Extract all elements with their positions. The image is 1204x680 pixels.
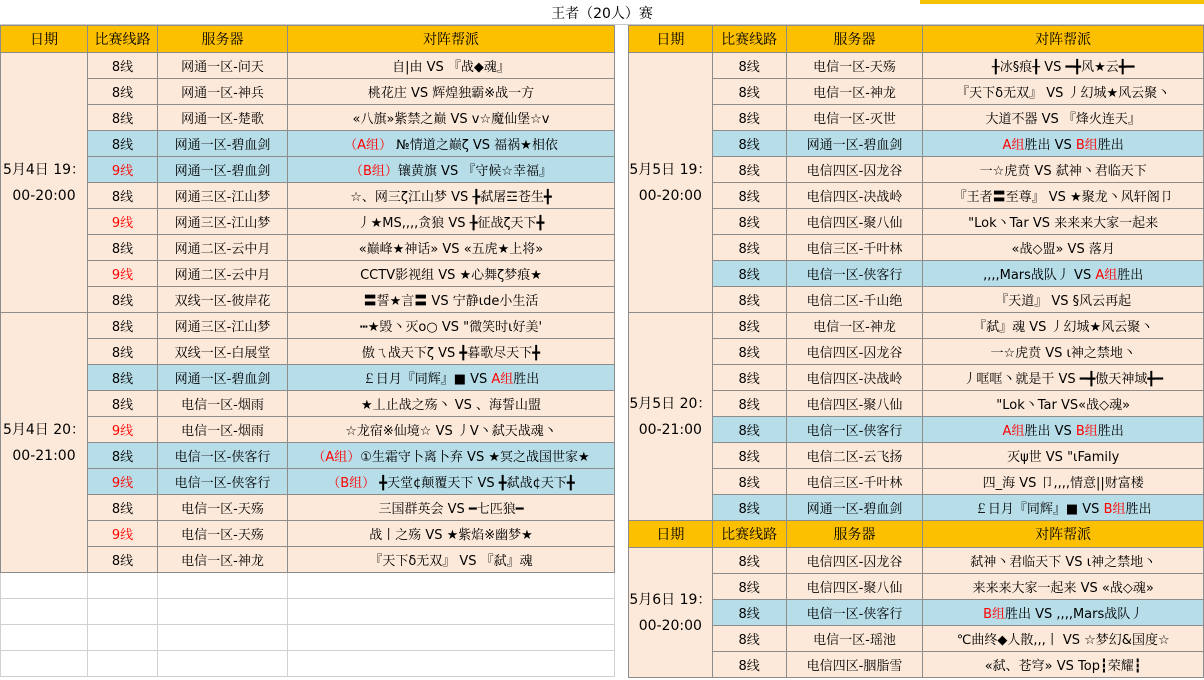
line-cell: 8线 (88, 287, 158, 313)
group-tag: A组 (1002, 138, 1025, 153)
match-text: 『天下δ无双』 VS 丿幻城★风云聚丶 (956, 86, 1171, 101)
match-cell (923, 287, 1204, 313)
empty-cell (1, 573, 88, 599)
table-row (1, 79, 615, 105)
table-row (1, 235, 615, 261)
header-cell: 日期 (629, 521, 713, 548)
match-cell (288, 469, 615, 495)
server-cell: 网通一区-问天 (158, 53, 288, 79)
empty-cell (158, 573, 288, 599)
group-tag: A组 (491, 372, 514, 387)
match-cell (923, 626, 1204, 652)
empty-cell (158, 625, 288, 651)
server-cell: 电信四区-聚八仙 (786, 574, 923, 600)
line-cell: 8线 (712, 339, 786, 365)
match-cell (288, 287, 615, 313)
server-cell: 电信一区-天殇 (158, 521, 288, 547)
group-tag: B组 (1075, 424, 1098, 439)
match-cell (288, 157, 615, 183)
match-text: 胜出 (1097, 424, 1124, 439)
table-row (629, 626, 1204, 652)
line-cell: 8线 (88, 365, 158, 391)
server-cell: 网通一区-碧血剑 (158, 131, 288, 157)
group-tag: （B组） (350, 164, 398, 179)
header-cell: 服务器 (158, 26, 288, 53)
empty-cell (288, 599, 615, 625)
match-text: 弑神丶君临天下 VS ι神之禁地丶 (970, 555, 1157, 570)
table-row (629, 365, 1204, 391)
header-cell: 日期 (629, 26, 713, 53)
line-cell: 8线 (712, 443, 786, 469)
table-row (1, 417, 615, 443)
empty-cell (88, 573, 158, 599)
line-cell: 8线 (712, 183, 786, 209)
date-cell: 5月5日 19：00-20:00 (629, 53, 713, 313)
server-cell: 电信四区-囚龙谷 (786, 339, 923, 365)
line-cell: 8线 (712, 235, 786, 261)
match-cell (288, 547, 615, 573)
table-row (1, 547, 615, 573)
line-cell: 8线 (712, 53, 786, 79)
match-cell (923, 391, 1204, 417)
table-row (629, 105, 1204, 131)
line-cell: 8线 (88, 53, 158, 79)
table-row (1, 495, 615, 521)
match-text: «八旗»紫禁之巅 VS v☆魔仙堡☆v (352, 112, 550, 127)
match-cell (288, 443, 615, 469)
line-cell: 8线 (712, 626, 786, 652)
table-row (629, 53, 1204, 79)
match-cell (288, 521, 615, 547)
group-tag: A组 (1095, 268, 1118, 283)
table-row (1, 365, 615, 391)
table-row (629, 79, 1204, 105)
server-cell: 电信一区-神龙 (158, 547, 288, 573)
table-row (1, 521, 615, 547)
server-cell: 电信一区-侠客行 (158, 443, 288, 469)
match-cell (288, 495, 615, 521)
empty-cell (288, 651, 615, 677)
server-cell: 电信一区-侠客行 (786, 417, 923, 443)
group-tag: （A组） (312, 450, 361, 465)
match-text: №情道之巅ζ VS 福祸★相依 (392, 138, 558, 153)
line-cell: 9线 (88, 417, 158, 443)
match-text: ╋天堂¢颠覆天下 VS ╋弑战¢天下╋ (375, 476, 575, 491)
match-cell (923, 79, 1204, 105)
line-cell: 9线 (88, 261, 158, 287)
server-cell: 电信四区-聚八仙 (786, 209, 923, 235)
table-row (1, 443, 615, 469)
line-cell: 8线 (88, 495, 158, 521)
header-cell: 日期 (1, 26, 88, 53)
server-cell: 网通一区-楚歌 (158, 105, 288, 131)
match-cell (923, 339, 1204, 365)
schedule-table-left (0, 25, 615, 677)
match-cell (923, 261, 1204, 287)
match-cell (288, 209, 615, 235)
match-text: 一☆虎贲 VS 弑神丶君临天下 (979, 164, 1147, 179)
match-cell (923, 652, 1204, 678)
server-cell: 网通二区-云中月 (158, 261, 288, 287)
table-row (1, 209, 615, 235)
line-cell: 9线 (88, 521, 158, 547)
line-cell: 8线 (88, 313, 158, 339)
match-cell (923, 495, 1204, 521)
table-row (1, 287, 615, 313)
sheet-title: 王者（20人）赛 (0, 4, 1204, 25)
match-text: 战丨之殇 VS ★紫焰※幽梦★ (369, 528, 533, 543)
line-cell: 8线 (88, 79, 158, 105)
server-cell: 电信四区-聚八仙 (786, 391, 923, 417)
match-text: 丿哐哐丶就是干 VS ━╋傲天神域╋━ (963, 372, 1164, 387)
server-cell: 电信一区-侠客行 (158, 469, 288, 495)
match-cell (288, 53, 615, 79)
match-cell (288, 313, 615, 339)
match-text: 镶黄旗 VS 『守候☆幸福』 (397, 164, 552, 179)
match-text: 胜出 VS ,,,,Mars战队丿 (1005, 607, 1144, 622)
header-cell: 服务器 (786, 521, 923, 548)
table-row (629, 417, 1204, 443)
match-text: ①生霜守卜离卜弃 VS ★冥之战国世家★ (360, 450, 590, 465)
group-tag: B组 (1075, 138, 1098, 153)
empty-cell (1, 625, 88, 651)
server-cell: 电信一区-神龙 (786, 79, 923, 105)
match-text: 胜出 (1117, 268, 1144, 283)
match-text: 『天下δ无双』 VS 『弑』魂 (369, 554, 533, 569)
match-cell (923, 209, 1204, 235)
match-cell (288, 235, 615, 261)
server-cell: 电信四区-决战岭 (786, 365, 923, 391)
server-cell: 网通一区-碧血剑 (158, 365, 288, 391)
match-text: 胜出 (1097, 138, 1124, 153)
server-cell: 电信一区-天殇 (158, 495, 288, 521)
server-cell: 网通一区-神兵 (158, 79, 288, 105)
group-tag: A组 (1002, 424, 1025, 439)
header-row (1, 26, 615, 53)
header-cell: 服务器 (786, 26, 923, 53)
match-text: 桃花庄 VS 辉煌独霸※战一方 (367, 86, 535, 101)
empty-row (1, 651, 615, 677)
line-cell: 8线 (712, 261, 786, 287)
schedule-table-right-top (628, 25, 1204, 521)
match-cell (923, 443, 1204, 469)
match-text: ℃曲终◆人散,,,丨 VS ☆梦幻&国度☆ (956, 633, 1170, 648)
match-cell (923, 157, 1204, 183)
table-row (1, 469, 615, 495)
match-text: 丿★MS,,,,贪狼 VS ╊征战ζ天下╋ (357, 216, 545, 231)
match-text: 来来来大家一起来 VS «战◇魂» (972, 581, 1154, 596)
line-cell: 8线 (712, 131, 786, 157)
line-cell: 8线 (712, 495, 786, 521)
line-cell: 8线 (88, 547, 158, 573)
empty-cell (158, 599, 288, 625)
table-row (1, 313, 615, 339)
match-cell (923, 105, 1204, 131)
line-cell: 8线 (88, 131, 158, 157)
server-cell: 电信一区-侠客行 (786, 600, 923, 626)
match-text: 胜出 VS (1024, 424, 1076, 439)
table-row (629, 443, 1204, 469)
server-cell: 电信四区-胭脂雪 (786, 652, 923, 678)
line-cell: 8线 (88, 339, 158, 365)
line-cell: 8线 (88, 183, 158, 209)
table-row (629, 469, 1204, 495)
match-cell (288, 183, 615, 209)
empty-cell (288, 625, 615, 651)
header-cell: 对阵帮派 (923, 521, 1204, 548)
line-cell: 8线 (88, 235, 158, 261)
match-text: 〓誓★言〓 VS 宁静ιde小生活 (363, 294, 539, 309)
group-tag: （A组） (344, 138, 393, 153)
match-text: «巅峰★神话» VS «五虎★上将» (358, 242, 544, 257)
match-cell (923, 417, 1204, 443)
match-cell (923, 313, 1204, 339)
line-cell: 8线 (88, 391, 158, 417)
line-cell: 9线 (88, 209, 158, 235)
match-text: ★丄止战之殇丶 VS 、海誓山盟 (360, 398, 542, 413)
server-cell: 电信四区-囚龙谷 (786, 548, 923, 574)
table-row (629, 574, 1204, 600)
line-cell: 8线 (712, 105, 786, 131)
header-cell: 对阵帮派 (923, 26, 1204, 53)
server-cell: 网通三区-江山梦 (158, 183, 288, 209)
line-cell: 8线 (712, 652, 786, 678)
match-cell (288, 365, 615, 391)
empty-cell (1, 651, 88, 677)
match-cell (923, 574, 1204, 600)
match-cell (288, 339, 615, 365)
header-cell: 比赛线路 (88, 26, 158, 53)
match-cell (923, 53, 1204, 79)
table-row (1, 131, 615, 157)
empty-cell (88, 599, 158, 625)
line-cell: 8线 (712, 365, 786, 391)
server-cell: 电信一区-侠客行 (786, 261, 923, 287)
server-cell: 电信四区-决战岭 (786, 183, 923, 209)
line-cell: 8线 (712, 574, 786, 600)
empty-row (1, 625, 615, 651)
match-cell (923, 131, 1204, 157)
line-cell: 8线 (88, 105, 158, 131)
line-cell: 8线 (712, 600, 786, 626)
line-cell: 8线 (712, 287, 786, 313)
table-row (629, 131, 1204, 157)
match-text: ☆龙宿※仙境☆ VS 丿V丶弑天战魂丶 (345, 424, 557, 439)
match-text: ╂冰§痕╂ VS ━╋风★云╋━ (991, 60, 1135, 75)
group-tag: B组 (983, 607, 1006, 622)
table-row (629, 261, 1204, 287)
match-text: CCTV影视组 VS ★心舞ζ梦痕★ (360, 268, 542, 283)
header-row (629, 26, 1204, 53)
line-cell: 9线 (88, 157, 158, 183)
match-text: 『王者〓至尊』 VS ★聚龙丶风轩阁卩 (953, 190, 1173, 205)
match-text: 自|由 VS 『战◆魂』 (392, 60, 510, 75)
table-row (1, 339, 615, 365)
server-cell: 电信一区-神龙 (786, 313, 923, 339)
group-tag: （B组） (327, 476, 376, 491)
table-row (1, 261, 615, 287)
match-cell (923, 600, 1204, 626)
match-cell (288, 391, 615, 417)
match-cell (923, 548, 1204, 574)
match-cell (923, 469, 1204, 495)
server-cell: 网通二区-云中月 (158, 235, 288, 261)
match-text: ,,,,Mars战队丿 VS (983, 268, 1096, 283)
server-cell: 网通一区-碧血剑 (786, 131, 923, 157)
server-cell: 网通一区-碧血剑 (786, 495, 923, 521)
match-text: 一☆虎贲 VS ι神之禁地丶 (990, 346, 1136, 361)
date-cell: 5月4日 19：00-20:00 (1, 53, 88, 313)
line-cell: 8线 (712, 157, 786, 183)
table-row (1, 105, 615, 131)
empty-cell (158, 651, 288, 677)
column-gap (614, 25, 628, 680)
line-cell: 8线 (712, 209, 786, 235)
server-cell: 电信一区-烟雨 (158, 417, 288, 443)
empty-row (1, 599, 615, 625)
match-cell (923, 183, 1204, 209)
table-row (629, 209, 1204, 235)
table-row (629, 548, 1204, 574)
table-row (629, 339, 1204, 365)
table-row (629, 652, 1204, 678)
server-cell: 电信一区-天殇 (786, 53, 923, 79)
match-text: 『天道』 VS §风云再起 (995, 294, 1132, 309)
date-cell: 5月6日 19：00-20:00 (629, 548, 713, 678)
match-cell (288, 79, 615, 105)
line-cell: 9线 (88, 469, 158, 495)
empty-cell (88, 625, 158, 651)
match-text: ☆、网三ζ江山梦 VS ╊弑屠☲苍生╋ (350, 190, 552, 205)
header-cell: 比赛线路 (712, 521, 786, 548)
line-cell: 8线 (712, 313, 786, 339)
match-text: "Lok丶Tar VS«战◇魂» (996, 398, 1131, 413)
line-cell: 8线 (712, 79, 786, 105)
server-cell: 双线一区-白展堂 (158, 339, 288, 365)
match-text: «弑、苍穹» VS Top┇荣耀┇ (984, 659, 1142, 674)
table-row (629, 183, 1204, 209)
server-cell: 电信二区-千山绝 (786, 287, 923, 313)
line-cell: 8线 (712, 469, 786, 495)
match-text: «战◇盟» VS 落月 (1011, 242, 1115, 257)
line-cell: 8线 (712, 548, 786, 574)
match-text: 『弑』魂 VS 丿幻城★风云聚丶 (973, 320, 1154, 335)
table-row (629, 157, 1204, 183)
match-text: ￡日月『同辉』■ VS (974, 502, 1104, 517)
empty-cell (288, 573, 615, 599)
match-text: 灭ψ世 VS "ιFamily (1007, 450, 1120, 465)
server-cell: 电信一区-烟雨 (158, 391, 288, 417)
server-cell: 电信一区-瑶池 (786, 626, 923, 652)
table-row (629, 313, 1204, 339)
line-cell: 8线 (712, 391, 786, 417)
match-text: 胜出 VS (1024, 138, 1076, 153)
match-cell (288, 261, 615, 287)
line-cell: 8线 (712, 417, 786, 443)
server-cell: 电信四区-囚龙谷 (786, 157, 923, 183)
server-cell: 网通三区-江山梦 (158, 313, 288, 339)
match-text: ┅★毁丶灭o○ VS "微笑时ι好美' (359, 320, 543, 335)
table-row (629, 600, 1204, 626)
match-text: 胜出 (513, 372, 540, 387)
match-cell (923, 235, 1204, 261)
server-cell: 网通一区-碧血剑 (158, 157, 288, 183)
match-text: "Lok丶Tar VS 来来来大家一起来 (968, 216, 1159, 231)
server-cell: 双线一区-彼岸花 (158, 287, 288, 313)
server-cell: 电信二区-云飞扬 (786, 443, 923, 469)
server-cell: 电信一区-灭世 (786, 105, 923, 131)
empty-cell (1, 599, 88, 625)
header-cell: 比赛线路 (712, 26, 786, 53)
group-tag: B组 (1103, 502, 1126, 517)
empty-cell (88, 651, 158, 677)
server-cell: 网通三区-江山梦 (158, 209, 288, 235)
table-row (1, 391, 615, 417)
match-cell (923, 365, 1204, 391)
match-cell (288, 417, 615, 443)
header-cell: 对阵帮派 (288, 26, 615, 53)
empty-row (1, 573, 615, 599)
table-row (629, 287, 1204, 313)
date-cell: 5月5日 20：00-21:00 (629, 313, 713, 521)
table-row (1, 53, 615, 79)
table-row (1, 183, 615, 209)
match-text: 四_海 VS 卩,,,,情意||财富楼 (982, 476, 1144, 491)
server-cell: 电信三区-千叶林 (786, 469, 923, 495)
table-row (629, 235, 1204, 261)
match-cell (288, 131, 615, 157)
table-row (629, 391, 1204, 417)
match-text: 三国群英会 VS ━七匹狼━ (378, 502, 524, 517)
match-text: 大道不器 VS 『烽火连天』 (985, 112, 1141, 127)
table-row (629, 495, 1204, 521)
server-cell: 电信三区-千叶林 (786, 235, 923, 261)
match-text: 傲ㄟ战天下ζ VS ╋暮歌尽天下╋ (361, 346, 541, 361)
date-cell: 5月4日 20：00-21:00 (1, 313, 88, 573)
table-row (1, 157, 615, 183)
schedule-table-right-bottom (628, 520, 1204, 678)
line-cell: 8线 (88, 443, 158, 469)
header-row (629, 521, 1204, 548)
match-cell (288, 105, 615, 131)
match-text: 胜出 (1125, 502, 1152, 517)
match-text: ￡日月『同辉』■ VS (362, 372, 492, 387)
